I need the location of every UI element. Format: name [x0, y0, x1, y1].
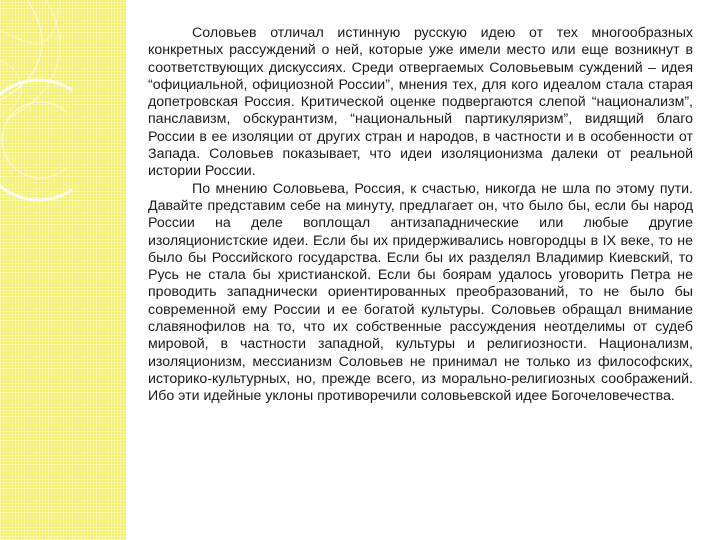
swirl-arc-large — [0, 80, 72, 200]
paragraph-1: Соловьев отличал истинную русскую идею от тех многообразных конкретных рассуждений о ней, которые уже имели место или еще возникнут в соответствующих дискуссиях. Среди отвергаемых Соловьевым суждений – идея “официальной, официозной России”, мнения тех, для кого идеалом стала старая допетровская Россия. Критической оценке подвергаются слепой “национализм”, панславизм, обскурантизм, “национальный партикуляризм”, видящий благо России в ее изоляции от других стран и народов, в частности и в особенности от Запада. Соловьев показывает, что идеи изоляционизма далеки от реальной истории России. — [148, 25, 693, 180]
swirl-ornament — [0, 0, 126, 540]
decorative-side-strip — [0, 0, 126, 540]
swirl-arc-inner — [2, 102, 66, 178]
document-body — [148, 25, 693, 406]
paragraph-2: По мнению Соловьева, Россия, к счастью, никогда не шла по этому пути. Давайте представим себе на минуту, предлагает он, что было бы, если бы народ России на деле воплощал антизападнические или любые другие изоляционистские идеи. Если бы их придерживались новгородцы в IX веке, то не было бы Российского государства. Если бы их разделял Владимир Киевский, то Русь не стала бы христианской. Если бы боярам удалось уговорить Петра не проводить западнически ориентированных преобразований, то не было бы современной ему России и ее богатой культуры. Соловьев обращал внимание славянофилов на то, что их собственные рассуждения неотделимы от судеб мировой, в частности западной, культуры и религиозности. Национализм, изоляционизм, мессианизм Соловьев не принимал не только из философских, историко-культурных, но, прежде всего, из морально-религиозных соображений. Ибо эти идейные уклоны противоречили соловьевской идее Богочеловечества. — [148, 180, 693, 405]
swirl-line-2 — [5, 0, 60, 120]
swirl-line-3 — [0, 0, 60, 43]
